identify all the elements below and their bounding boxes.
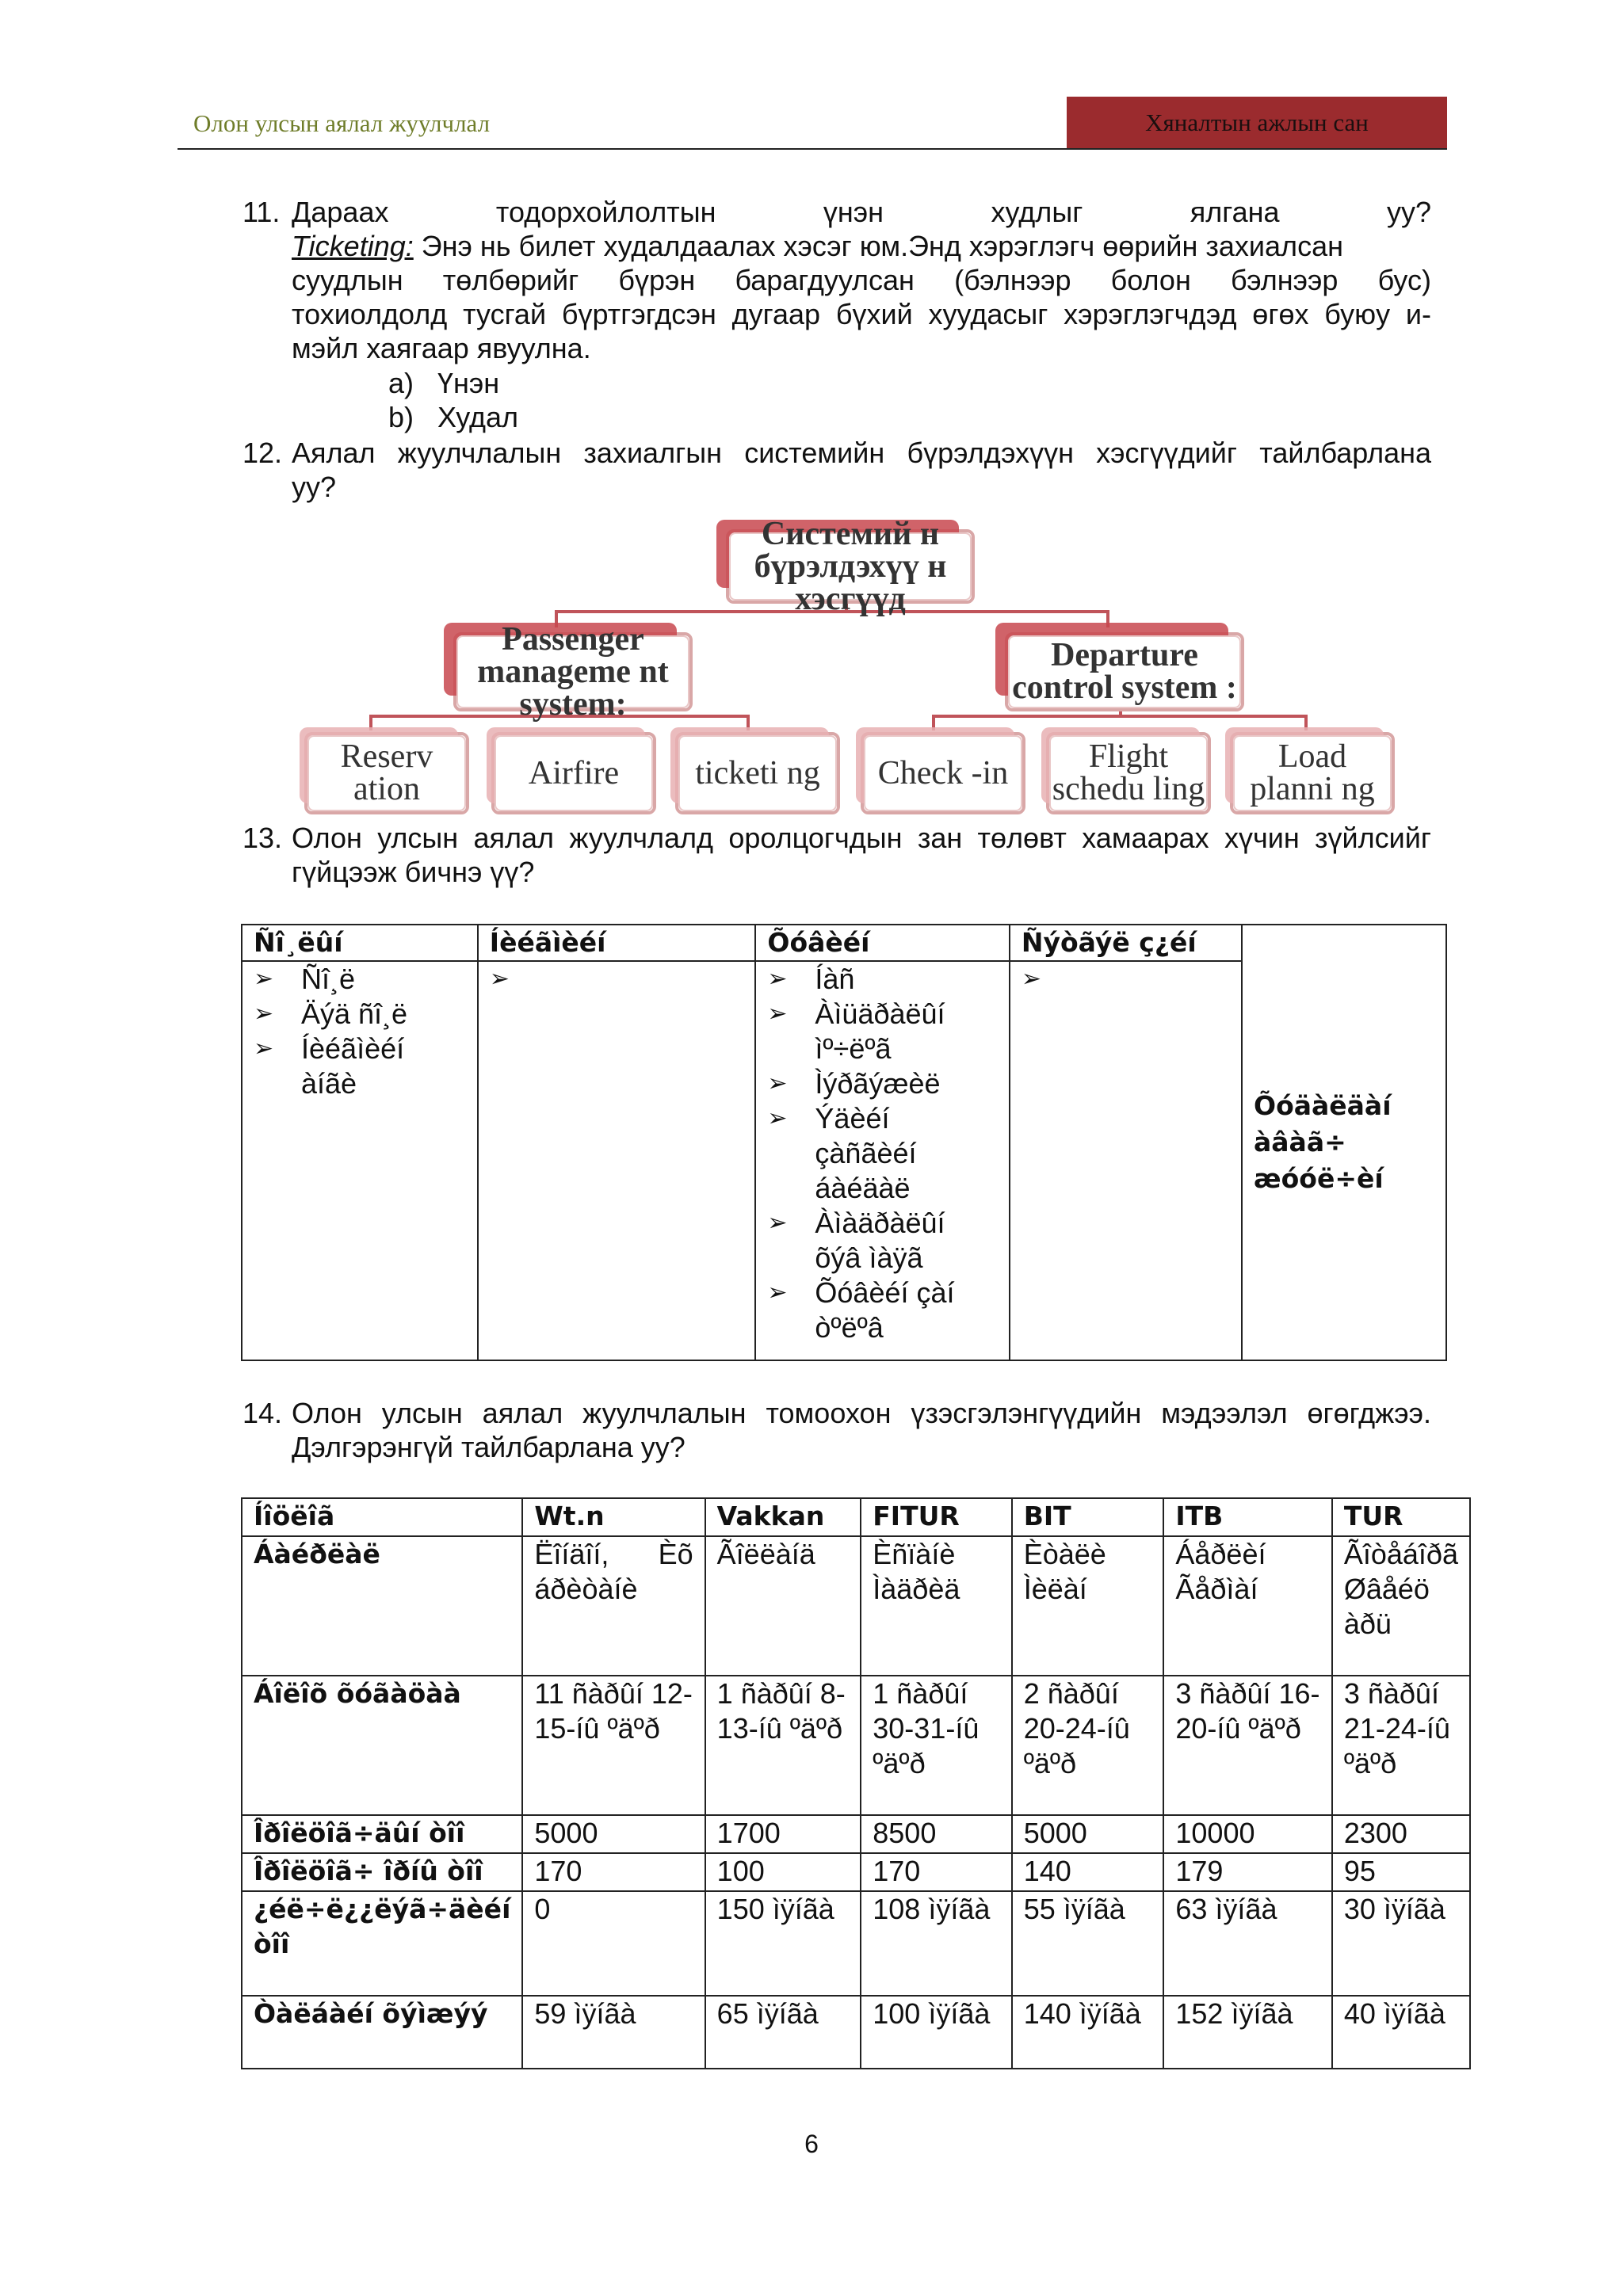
term: Ticketing: [292, 230, 414, 262]
table-cell: 1700 [705, 1815, 861, 1853]
table-cell: 140 [1012, 1853, 1164, 1891]
table-cell: Èñïàíè Ìàäðèä [861, 1536, 1011, 1676]
question-number: 14. [242, 1397, 283, 1429]
table-cell: 2 ñàðûí 20-24-íû ºäºð [1012, 1676, 1164, 1815]
row-label: ¿éë÷ë¿¿ëýã÷äèéí òîî [242, 1891, 522, 1996]
table-cell: 100 [705, 1853, 861, 1891]
table-header: Vakkan [705, 1498, 861, 1536]
question-number: 11. [242, 196, 281, 228]
list-item: ➢ [489, 965, 510, 993]
table-cell: 1 ñàðûí 8-13-íû ºäºð [705, 1676, 861, 1815]
question-line: Олон улсын аялал жуулчлалд оролцогчдын зан төлөвт хамаарах хүчин зүйлсийг [292, 822, 1431, 854]
row-label: Áàéðëàë [242, 1536, 522, 1676]
table-cell: 170 [522, 1853, 705, 1891]
diagram-branch-departure: Departure control system : [1005, 632, 1244, 711]
answer-option-b: b) Худал [388, 401, 519, 433]
table-cell: 65 ìÿíãà [705, 1996, 861, 2069]
table-header: ITB [1163, 1498, 1331, 1536]
table-cell: 0 [522, 1891, 705, 1996]
table-header: FITUR [861, 1498, 1011, 1536]
question-13 [0, 821, 1623, 892]
table-header: Íèéãìèéí [478, 925, 756, 961]
list-item: ➢ Äýä ñî¸ë [254, 997, 408, 1030]
answer-option-a: a) Үнэн [388, 367, 500, 399]
list-item: ➢ Õóâèéí çàí òºëºâ [767, 1276, 955, 1344]
running-header-right: Хяналтын ажлын сан [1067, 97, 1447, 149]
question-line: гүйцээж бичнэ үү? [292, 856, 535, 888]
list-item: ➢ Ìýðãýæèë [767, 1067, 941, 1100]
table-row [242, 1536, 1470, 1676]
word: ялгана [1190, 196, 1280, 228]
question-text [292, 1396, 1431, 1464]
diagram-leaf: Flight schedu ling [1046, 732, 1211, 814]
running-header-left: Олон улсын аялал жуулчлал [193, 109, 491, 137]
table-header: Ñî¸ëûí [242, 925, 478, 961]
table-header: Õóâèéí [755, 925, 1009, 961]
word: үнэн [823, 196, 884, 228]
table-cell: 2300 [1332, 1815, 1470, 1853]
table-cell: 170 [861, 1853, 1011, 1891]
row-label: Îðîëöîã÷äûí òîî [242, 1815, 522, 1853]
table-cell: 30 ìÿíãà [1332, 1891, 1470, 1996]
table-header: Wt.n [522, 1498, 705, 1536]
word: уу? [1386, 196, 1431, 228]
list-item: ➢ [1021, 965, 1041, 993]
table-cell: 3 ñàðûí 16-20-íû ºäºð [1163, 1676, 1331, 1815]
table-row [242, 1815, 1470, 1853]
question-number: 13. [242, 822, 283, 854]
table-cell: 5000 [1012, 1815, 1164, 1853]
table-cell: 10000 [1163, 1815, 1331, 1853]
table-cell: 95 [1332, 1853, 1470, 1891]
question-line: Олон улсын аялал жуулчлалын томоохон үзэсгэлэнгүүдийн мэдээлэл өгөгджээ. [292, 1397, 1431, 1429]
table-cell: Ëîíäîí, Èõ áðèòàíè [522, 1536, 705, 1676]
diagram-branch-passenger: Passenger manageme nt system: [453, 632, 693, 711]
diagram-leaf: ticketi ng [675, 732, 840, 814]
table-row [242, 1891, 1470, 1996]
page-number: 6 [804, 2130, 819, 2158]
list-item: ➢ Ýäèéí çàñãèéí áàéäàë [767, 1102, 917, 1204]
question-line: суудлын төлбөрийг бүрэн барагдуулсан (бэлнээр болон бэлнээр бус) [292, 264, 1431, 296]
table-cell: 100 ìÿíãà [861, 1996, 1011, 2069]
row-label: Îðîëöîã÷ îðíû òîî [242, 1853, 522, 1891]
org-diagram [0, 0, 1623, 824]
question-number: 12. [242, 437, 283, 469]
list-item: ➢ Íàñ [767, 963, 855, 995]
diagram-leaf: Reserv ation [304, 732, 469, 814]
word: Дараах [292, 196, 389, 228]
list-item: ➢ Ñî¸ë [254, 963, 356, 995]
question-14 [0, 1396, 1623, 1467]
question-line: тохиолдолд тусгай бүртгэгдсэн дугаар бүхий хуудасыг хэрэглэгчдэд өгөх буюу и- [292, 298, 1431, 330]
diagram-leaf: Check -in [861, 732, 1025, 814]
diagram-root-node: Системий н бүрэлдэхүү н хэсгүүд [726, 529, 975, 604]
table-cell: Áåðëèí Ãåðìàí [1163, 1536, 1331, 1676]
factors-table [241, 924, 1447, 1361]
table-cell [478, 961, 756, 1360]
table-cell: Ãîòåáîðã Øâåéö àðü [1332, 1536, 1470, 1676]
table-cell: 150 ìÿíãà [705, 1891, 861, 1996]
table-cell: 8500 [861, 1815, 1011, 1853]
table-cell: 3 ñàðûí 21-24-íû ºäºð [1332, 1676, 1470, 1815]
table-row [242, 1676, 1470, 1815]
question-text [292, 821, 1431, 889]
side-label-cell [1242, 925, 1446, 1360]
table-cell: 11 ñàðûí 12-15-íû ºäºð [522, 1676, 705, 1815]
table-row [242, 1853, 1470, 1891]
table-header: Íîöëîã [242, 1498, 522, 1536]
word: худлыг [991, 196, 1083, 228]
table-cell: Èòàëè Ìèëàí [1012, 1536, 1164, 1676]
table-cell: 63 ìÿíãà [1163, 1891, 1331, 1996]
side-label: Õóäàëäàí àâàã÷ æóóë÷èí [1254, 1090, 1392, 1194]
table-header: BIT [1012, 1498, 1164, 1536]
table-cell: 179 [1163, 1853, 1331, 1891]
list-item: ➢ Àìüäðàëûí ìº÷ëºã [767, 997, 945, 1065]
table-cell: 1 ñàðûí 30-31-íû ºäºð [861, 1676, 1011, 1815]
list-item: ➢ Àìàäðàëûí õýâ ìàÿã [767, 1207, 945, 1274]
table-cell: 40 ìÿíãà [1332, 1996, 1470, 2069]
row-label: Òàëáàéí õýìæýý [242, 1996, 522, 2069]
list-item: ➢ Íèéãìèéí àíãè [254, 1032, 405, 1100]
question-line: мэйл хаягаар явуулна. [292, 332, 591, 364]
table-cell: 108 ìÿíãà [861, 1891, 1011, 1996]
question-line: уу? [292, 471, 337, 503]
question-line: Аялал жуулчлалын захиалгын системийн бүрэлдэхүүн хэсгүүдийг тайлбарлана [292, 437, 1431, 469]
table-cell: 59 ìÿíãà [522, 1996, 705, 2069]
question-line: Дэлгэрэнгүй тайлбарлана уу? [292, 1431, 685, 1463]
diagram-leaf: Airfire [491, 732, 656, 814]
table-cell: Ãîëëàíä [705, 1536, 861, 1676]
table-row [242, 1996, 1470, 2069]
table-cell [755, 961, 1009, 1360]
row-label: Áîëîõ õóãàöàà [242, 1676, 522, 1815]
table-cell [242, 961, 478, 1360]
word: тодорхойлолтын [495, 196, 716, 228]
definition-text: Энэ нь билет худалдаалах хэсэг юм.Энд хэрэглэгч өөрийн захиалсан [413, 230, 1343, 262]
table-cell: 55 ìÿíãà [1012, 1891, 1164, 1996]
diagram-leaf: Load planni ng [1230, 732, 1395, 814]
exhibitions-table [241, 1497, 1471, 2069]
table-header: TUR [1332, 1498, 1470, 1536]
table-cell: 152 ìÿíãà [1163, 1996, 1331, 2069]
table-header: Ñýòãýë ç¿éí [1010, 925, 1242, 961]
table-cell [1010, 961, 1242, 1360]
table-cell: 5000 [522, 1815, 705, 1853]
table-cell: 140 ìÿíãà [1012, 1996, 1164, 2069]
